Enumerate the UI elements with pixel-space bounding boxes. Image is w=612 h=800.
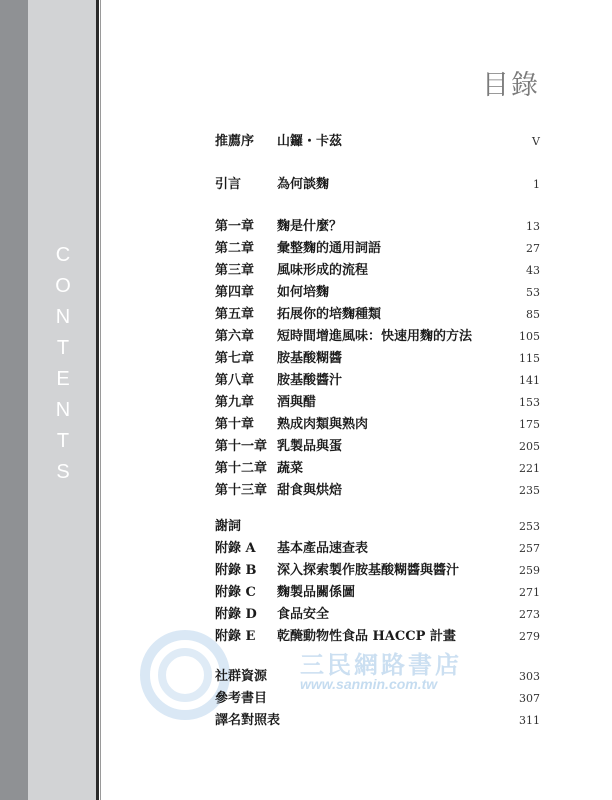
toc-row-glossary[interactable] [215,710,540,732]
toc-label: 譯名對照表 [215,713,281,728]
toc-label: 謝詞 [215,519,242,534]
toc-label: 附錄 A [215,541,256,556]
toc-page-number: 235 [519,484,540,497]
toc-title: 胺基酸糊醬 [277,351,343,366]
toc-row-chapter-4[interactable] [215,282,540,304]
toc-page-number: 27 [526,242,540,255]
toc-page-number: 153 [519,396,540,409]
toc-page-number: 311 [519,714,540,727]
toc-row-introduction[interactable] [215,174,540,196]
toc-title: 酒與醋 [277,395,317,410]
sidebar-dark-band [0,0,28,800]
toc-row-appendix-c[interactable] [215,582,540,604]
contents-letter: N [55,306,71,328]
toc-title: 為何談麴 [277,177,330,192]
contents-letter: O [55,275,71,297]
toc-page-number: 221 [519,462,540,475]
toc-title: 食品安全 [277,607,330,622]
toc-row-chapter-12[interactable] [215,458,540,480]
toc-page-number: 53 [526,286,540,299]
toc-label: 第三章 [215,263,255,278]
toc-row-acknowledgements[interactable] [215,516,540,538]
toc-label: 附錄 D [215,607,257,622]
toc-label: 第八章 [215,373,255,388]
toc-row-appendix-d[interactable] [215,604,540,626]
toc-title: 乳製品與蛋 [277,439,343,454]
toc-row-chapter-9[interactable] [215,392,540,414]
contents-vertical-word [48,240,78,488]
toc-label: 附錄 C [215,585,256,600]
contents-letter: N [55,399,71,421]
toc-label: 第四章 [215,285,255,300]
toc-label: 第十三章 [215,483,268,498]
toc-row-chapter-6[interactable] [215,326,540,348]
toc-row-preface[interactable] [215,131,540,153]
toc-label: 第二章 [215,241,255,256]
toc-row-appendix-b[interactable] [215,560,540,582]
toc-label: 第七章 [215,351,255,366]
toc-page-number: V [532,135,540,148]
toc-row-chapter-10[interactable] [215,414,540,436]
toc-label: 推薦序 [215,134,255,149]
toc-row-chapter-1[interactable] [215,216,540,238]
toc-row-chapter-2[interactable] [215,238,540,260]
toc-label: 第十一章 [215,439,268,454]
toc-label: 附錄 E [215,629,256,644]
toc-title: 彙整麴的通用詞語 [277,241,382,256]
contents-letter: T [56,430,70,452]
toc-label: 第十章 [215,417,255,432]
toc-label: 第十二章 [215,461,268,476]
toc-title: 蔬菜 [277,461,304,476]
toc-title: 麴製品關係圖 [277,585,356,600]
toc-page-number: 279 [519,630,540,643]
toc-page-number: 253 [519,520,540,533]
toc-row-chapter-5[interactable] [215,304,540,326]
toc-page-number: 303 [519,670,540,683]
toc-page-number: 13 [526,220,540,233]
toc-row-chapter-3[interactable] [215,260,540,282]
toc-row-chapter-7[interactable] [215,348,540,370]
toc-label: 第五章 [215,307,255,322]
toc-label: 參考書目 [215,691,268,706]
contents-letter: C [55,244,71,266]
toc-title: 短時間增進風味：快速用麴的方法 [277,329,473,344]
toc-page-number: 1 [533,178,540,191]
watermark-store-name: 三民網路書店 [300,650,462,679]
toc-row-community-resources[interactable] [215,666,540,688]
toc-page-number: 175 [519,418,540,431]
toc-page-number: 271 [519,586,540,599]
toc-page-number: 115 [519,352,540,365]
toc-page-number: 85 [526,308,540,321]
toc-page-number: 43 [526,264,540,277]
toc-row-bibliography[interactable] [215,688,540,710]
toc-page-number: 141 [519,374,540,387]
toc-row-chapter-8[interactable] [215,370,540,392]
toc-page-number: 105 [519,330,540,343]
toc-row-appendix-a[interactable] [215,538,540,560]
toc-title: 乾醃動物性食品 HACCP 計畫 [277,629,456,644]
toc-title: 基本產品速查表 [277,541,369,556]
toc-title: 麴是什麼？ [277,219,343,234]
toc-row-appendix-e[interactable] [215,626,540,648]
toc-label: 社群資源 [215,669,268,684]
sidebar-divider-line [96,0,99,800]
toc-row-chapter-13[interactable] [215,480,540,502]
toc-page-number: 307 [519,692,540,705]
toc-page-number: 273 [519,608,540,621]
toc-title: 山鑼・卡茲 [277,134,343,149]
toc-label: 第六章 [215,329,255,344]
toc-title: 如何培麴 [277,285,330,300]
page-title: 目錄 [482,70,540,101]
toc-label: 第九章 [215,395,255,410]
toc-title: 深入探索製作胺基酸糊醬與醬汁 [277,563,460,578]
toc-title: 風味形成的流程 [277,263,369,278]
toc-title: 拓展你的培麴種類 [277,307,382,322]
toc-label: 附錄 B [215,563,257,578]
toc-title: 熟成肉類與熟肉 [277,417,369,432]
contents-letter: E [56,368,70,390]
toc-label: 引言 [215,177,242,192]
toc-row-chapter-11[interactable] [215,436,540,458]
toc-label: 第一章 [215,219,255,234]
toc-page-number: 257 [519,542,540,555]
toc-title: 甜食與烘焙 [277,483,343,498]
toc-title: 胺基酸醬汁 [277,373,343,388]
watermark-url: www.sanmin.com.tw [300,676,438,692]
watermark-logo-inner-ring [158,648,212,702]
toc-page-number: 259 [519,564,540,577]
sidebar-divider-thin-line [100,0,101,800]
toc-page-number: 205 [519,440,540,453]
contents-letter: S [56,461,70,483]
contents-letter: T [56,337,70,359]
